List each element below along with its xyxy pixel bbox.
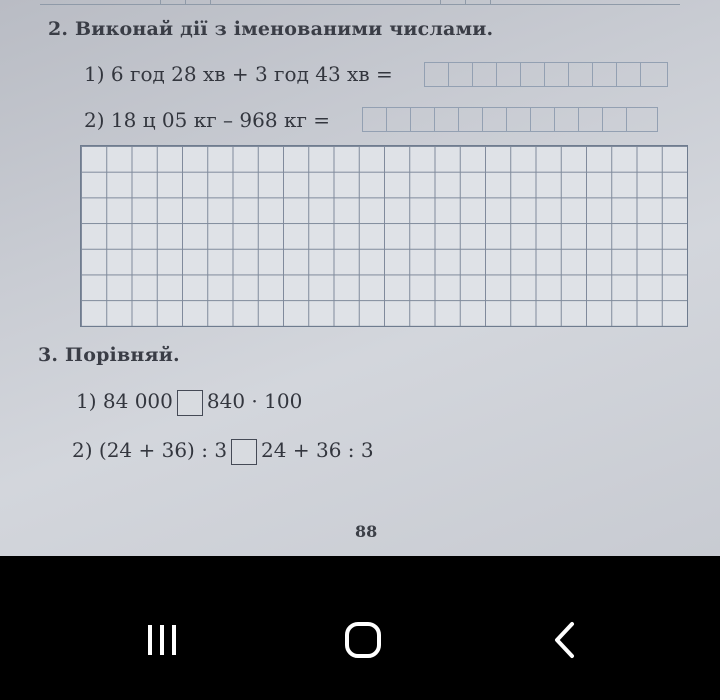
home-icon (343, 620, 383, 660)
back-icon (550, 621, 580, 659)
recent-apps-icon (144, 623, 180, 657)
answer-boxes-1[interactable] (424, 62, 668, 87)
squared-work-grid[interactable] (80, 145, 688, 327)
task2-item2: 2) 18 ц 05 кг – 968 кг = (84, 108, 331, 132)
page-number: 88 (355, 522, 378, 541)
back-button[interactable] (535, 620, 595, 660)
task3-item2-right: 24 + 36 : 3 (261, 438, 374, 462)
task3-item1-right: 840 · 100 (206, 389, 303, 413)
task3-item1 (76, 389, 302, 416)
top-answer-strip (40, 0, 680, 5)
task3-item2 (72, 438, 374, 465)
compare-box-1[interactable] (177, 390, 203, 416)
task3-item2-left: 2) (24 + 36) : 3 (72, 438, 228, 462)
answer-boxes-2[interactable] (362, 107, 658, 132)
task2-title: 2. Виконай дії з іменованими числами. (48, 18, 494, 40)
task3-title: 3. Порівняй. (38, 344, 180, 366)
recent-apps-button[interactable] (132, 620, 192, 660)
home-button[interactable] (333, 620, 393, 660)
task3-item1-left: 1) 84 000 (76, 389, 173, 413)
task2-item1: 1) 6 год 28 хв + 3 год 43 хв = (84, 62, 393, 86)
compare-box-2[interactable] (231, 439, 257, 465)
